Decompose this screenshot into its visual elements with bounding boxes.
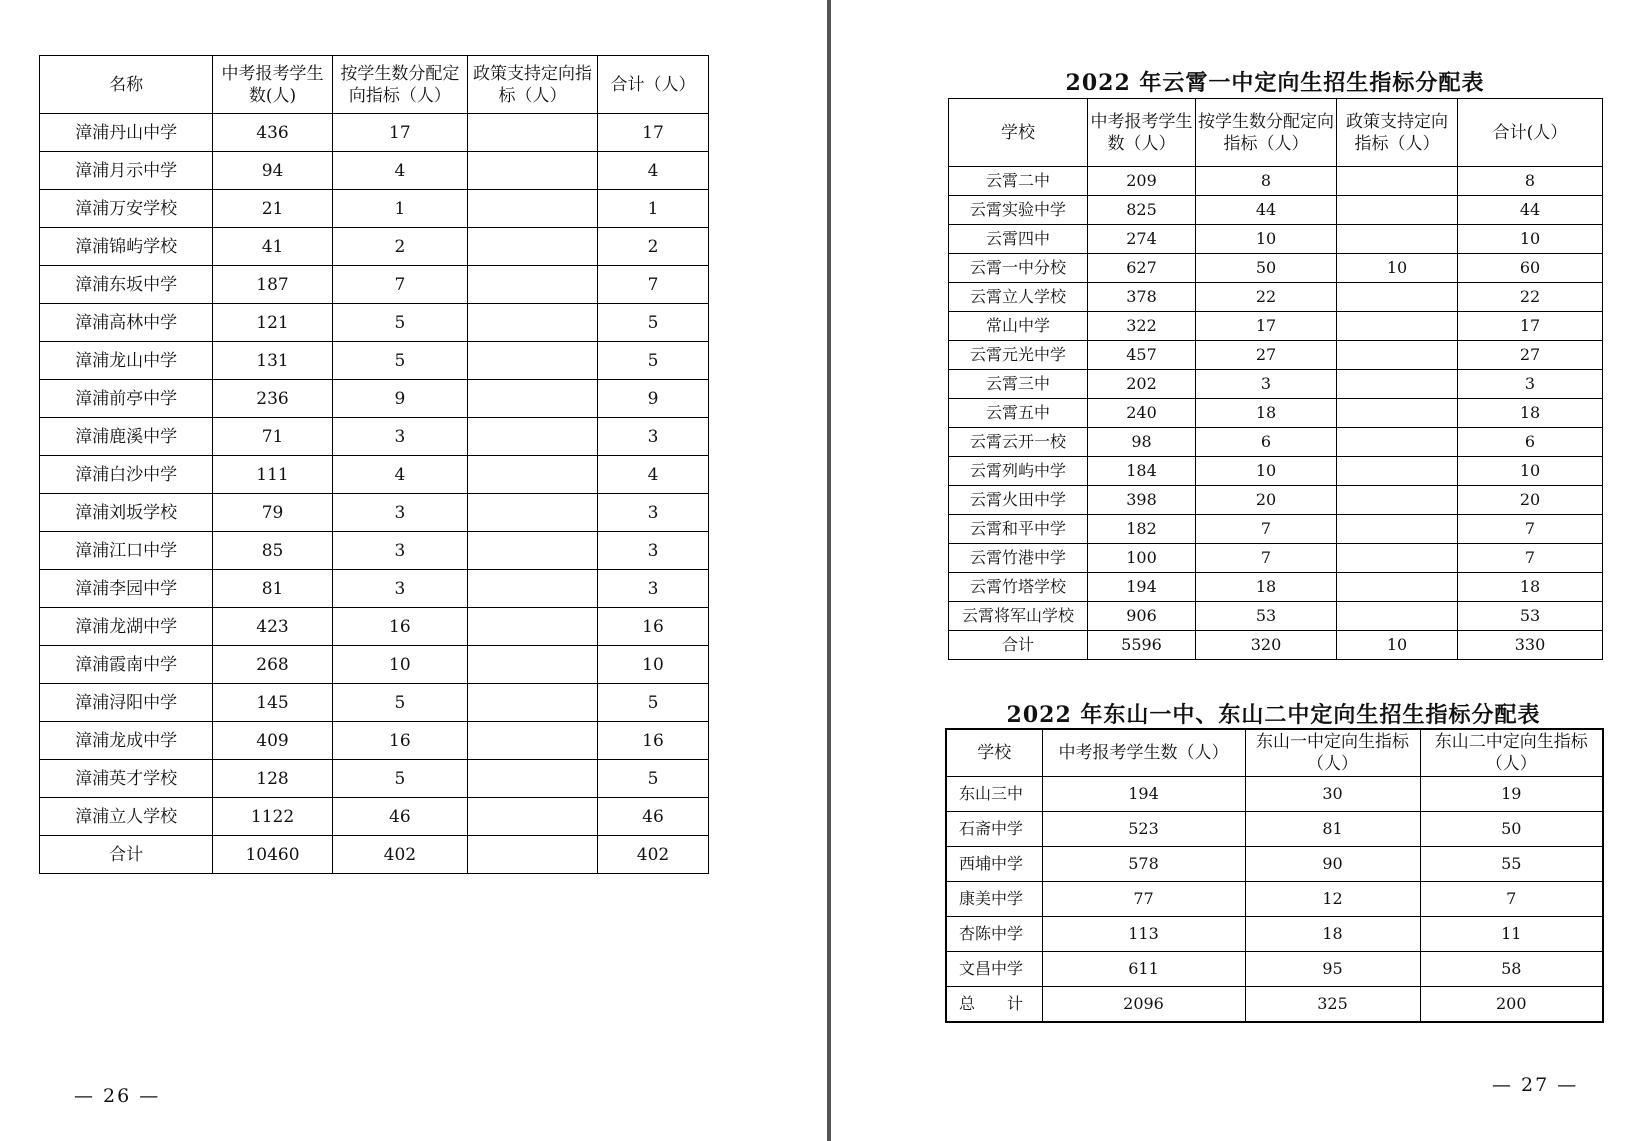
- value-cell: 611: [1042, 952, 1245, 987]
- school-name-cell: 漳浦立人学校: [40, 798, 213, 836]
- value-cell: 409: [213, 722, 332, 760]
- value-cell: [468, 266, 598, 304]
- value-cell: 18: [1196, 573, 1337, 602]
- table-row: [949, 544, 1603, 573]
- value-cell: [468, 152, 598, 190]
- header-cell: 东山一中定向生指标（人）: [1245, 729, 1420, 777]
- value-cell: 3: [597, 532, 708, 570]
- value-cell: 17: [597, 114, 708, 152]
- dongshan-table-title: 2022 年东山一中、东山二中定向生招生指标分配表: [1006, 702, 1541, 728]
- school-name-cell: 合计: [40, 836, 213, 874]
- value-cell: 121: [213, 304, 332, 342]
- header-cell: 中考报考学生数(人): [213, 56, 332, 114]
- table-row: [949, 573, 1603, 602]
- value-cell: 7: [1458, 515, 1603, 544]
- table-row: [949, 312, 1603, 341]
- value-cell: [1337, 486, 1458, 515]
- value-cell: 16: [332, 722, 467, 760]
- value-cell: 7: [1458, 544, 1603, 573]
- value-cell: 7: [1196, 515, 1337, 544]
- value-cell: [468, 190, 598, 228]
- table-row: [40, 114, 709, 152]
- school-name-cell: 东山三中: [946, 777, 1042, 812]
- value-cell: 320: [1196, 631, 1337, 660]
- school-name-cell: 云霄火田中学: [949, 486, 1088, 515]
- value-cell: 7: [1196, 544, 1337, 573]
- value-cell: 19: [1420, 777, 1603, 812]
- table-body: [946, 777, 1603, 1023]
- table-header-row: [40, 56, 709, 114]
- school-name-cell: 杏陈中学: [946, 917, 1042, 952]
- value-cell: [1337, 602, 1458, 631]
- value-cell: 44: [1196, 196, 1337, 225]
- value-cell: [468, 228, 598, 266]
- value-cell: 3: [1196, 370, 1337, 399]
- value-cell: 182: [1088, 515, 1196, 544]
- school-name-cell: 云霄元光中学: [949, 341, 1088, 370]
- table-row: [949, 283, 1603, 312]
- value-cell: 3: [332, 570, 467, 608]
- value-cell: 5: [332, 342, 467, 380]
- value-cell: [468, 456, 598, 494]
- value-cell: [468, 304, 598, 342]
- school-name-cell: 云霄将军山学校: [949, 602, 1088, 631]
- table-row: [40, 418, 709, 456]
- value-cell: 1: [332, 190, 467, 228]
- value-cell: 11: [1420, 917, 1603, 952]
- value-cell: 85: [213, 532, 332, 570]
- table-row: [949, 196, 1603, 225]
- value-cell: [468, 114, 598, 152]
- value-cell: 268: [213, 646, 332, 684]
- school-name-cell: 云霄一中分校: [949, 254, 1088, 283]
- value-cell: 10460: [213, 836, 332, 874]
- school-name-cell: 漳浦丹山中学: [40, 114, 213, 152]
- value-cell: 209: [1088, 167, 1196, 196]
- value-cell: 3: [332, 532, 467, 570]
- value-cell: 906: [1088, 602, 1196, 631]
- header-cell: 学校: [949, 99, 1088, 167]
- school-name-cell: 总 计: [946, 987, 1042, 1023]
- value-cell: 402: [332, 836, 467, 874]
- school-name-cell: 漳浦龙湖中学: [40, 608, 213, 646]
- table-row: [946, 952, 1603, 987]
- value-cell: 5: [597, 304, 708, 342]
- value-cell: 627: [1088, 254, 1196, 283]
- page-number: — 26 —: [74, 1085, 161, 1107]
- school-name-cell: 康美中学: [946, 882, 1042, 917]
- table-row: [946, 812, 1603, 847]
- school-name-cell: 漳浦龙山中学: [40, 342, 213, 380]
- header-cell: 政策支持定向指标（人）: [468, 56, 598, 114]
- value-cell: 825: [1088, 196, 1196, 225]
- book-spine-divider: [827, 0, 831, 1141]
- value-cell: 145: [213, 684, 332, 722]
- table-row: [40, 570, 709, 608]
- table-row: [40, 380, 709, 418]
- table-row: [949, 631, 1603, 660]
- table-row: [949, 428, 1603, 457]
- value-cell: 423: [213, 608, 332, 646]
- table-header-row: [946, 729, 1603, 777]
- value-cell: 4: [597, 152, 708, 190]
- value-cell: 18: [1196, 399, 1337, 428]
- value-cell: 7: [1420, 882, 1603, 917]
- school-name-cell: 云霄列屿中学: [949, 457, 1088, 486]
- school-name-cell: 漳浦李园中学: [40, 570, 213, 608]
- value-cell: 79: [213, 494, 332, 532]
- school-name-cell: 漳浦霞南中学: [40, 646, 213, 684]
- table-row: [949, 225, 1603, 254]
- header-cell: 按学生数分配定向指标（人）: [1196, 99, 1337, 167]
- header-cell: 合计（人）: [597, 56, 708, 114]
- value-cell: [468, 646, 598, 684]
- header-cell: 政策支持定向指标（人）: [1337, 99, 1458, 167]
- school-name-cell: 云霄竹港中学: [949, 544, 1088, 573]
- value-cell: [468, 760, 598, 798]
- value-cell: 20: [1196, 486, 1337, 515]
- value-cell: 18: [1458, 399, 1603, 428]
- value-cell: 10: [1337, 254, 1458, 283]
- school-name-cell: 云霄实验中学: [949, 196, 1088, 225]
- value-cell: 5: [597, 760, 708, 798]
- value-cell: [468, 608, 598, 646]
- value-cell: 27: [1458, 341, 1603, 370]
- value-cell: 90: [1245, 847, 1420, 882]
- value-cell: 2: [597, 228, 708, 266]
- value-cell: 5596: [1088, 631, 1196, 660]
- school-name-cell: 云霄三中: [949, 370, 1088, 399]
- value-cell: 7: [332, 266, 467, 304]
- value-cell: 322: [1088, 312, 1196, 341]
- value-cell: [468, 684, 598, 722]
- value-cell: 21: [213, 190, 332, 228]
- table-row: [949, 515, 1603, 544]
- value-cell: 98: [1088, 428, 1196, 457]
- value-cell: 10: [1196, 457, 1337, 486]
- school-name-cell: 云霄四中: [949, 225, 1088, 254]
- value-cell: 274: [1088, 225, 1196, 254]
- value-cell: 8: [1196, 167, 1337, 196]
- value-cell: 5: [597, 684, 708, 722]
- value-cell: 378: [1088, 283, 1196, 312]
- school-name-cell: 云霄和平中学: [949, 515, 1088, 544]
- table-row: [949, 486, 1603, 515]
- value-cell: [1337, 312, 1458, 341]
- table-row: [40, 646, 709, 684]
- header-cell: 合计(人）: [1458, 99, 1603, 167]
- value-cell: [468, 342, 598, 380]
- school-name-cell: 漳浦前亭中学: [40, 380, 213, 418]
- table-row: [949, 457, 1603, 486]
- value-cell: 578: [1042, 847, 1245, 882]
- table-row: [946, 777, 1603, 812]
- value-cell: 18: [1458, 573, 1603, 602]
- school-name-cell: 漳浦龙成中学: [40, 722, 213, 760]
- value-cell: 111: [213, 456, 332, 494]
- value-cell: 128: [213, 760, 332, 798]
- value-cell: 44: [1458, 196, 1603, 225]
- header-cell: 东山二中定向生指标（人）: [1420, 729, 1603, 777]
- value-cell: 10: [1196, 225, 1337, 254]
- value-cell: 3: [332, 494, 467, 532]
- yunxiao-table-title: 2022 年云霄一中定向生招生指标分配表: [1065, 70, 1485, 96]
- value-cell: 50: [1196, 254, 1337, 283]
- value-cell: [1337, 399, 1458, 428]
- value-cell: 3: [332, 418, 467, 456]
- value-cell: [1337, 573, 1458, 602]
- value-cell: 236: [213, 380, 332, 418]
- dongshan-quota-table: [945, 728, 1604, 1023]
- value-cell: 402: [597, 836, 708, 874]
- table-row: [946, 917, 1603, 952]
- school-name-cell: 漳浦浔阳中学: [40, 684, 213, 722]
- value-cell: 5: [332, 304, 467, 342]
- zhangpu-quota-table: [39, 55, 709, 874]
- value-cell: 5: [332, 684, 467, 722]
- value-cell: 16: [597, 608, 708, 646]
- table-row: [40, 836, 709, 874]
- value-cell: [1337, 515, 1458, 544]
- value-cell: 9: [332, 380, 467, 418]
- value-cell: 523: [1042, 812, 1245, 847]
- school-name-cell: 云霄五中: [949, 399, 1088, 428]
- value-cell: 194: [1042, 777, 1245, 812]
- value-cell: 18: [1245, 917, 1420, 952]
- value-cell: [1337, 544, 1458, 573]
- value-cell: 1122: [213, 798, 332, 836]
- value-cell: 71: [213, 418, 332, 456]
- value-cell: 27: [1196, 341, 1337, 370]
- value-cell: 398: [1088, 486, 1196, 515]
- value-cell: 10: [1458, 225, 1603, 254]
- school-name-cell: 漳浦东坂中学: [40, 266, 213, 304]
- school-name-cell: 云霄云开一校: [949, 428, 1088, 457]
- table-row: [946, 847, 1603, 882]
- header-cell: 中考报考学生数（人）: [1042, 729, 1245, 777]
- school-name-cell: 文昌中学: [946, 952, 1042, 987]
- table-row: [949, 254, 1603, 283]
- value-cell: 2096: [1042, 987, 1245, 1023]
- school-name-cell: 西埔中学: [946, 847, 1042, 882]
- value-cell: 113: [1042, 917, 1245, 952]
- value-cell: 3: [597, 570, 708, 608]
- table-row: [40, 760, 709, 798]
- table-row: [40, 190, 709, 228]
- school-name-cell: 漳浦英才学校: [40, 760, 213, 798]
- table-row: [40, 608, 709, 646]
- value-cell: [468, 836, 598, 874]
- school-name-cell: 漳浦刘坂学校: [40, 494, 213, 532]
- value-cell: 4: [597, 456, 708, 494]
- value-cell: 46: [332, 798, 467, 836]
- table-row: [40, 494, 709, 532]
- value-cell: 55: [1420, 847, 1603, 882]
- table-row: [40, 722, 709, 760]
- value-cell: 20: [1458, 486, 1603, 515]
- table-row: [40, 342, 709, 380]
- table-body: [949, 167, 1603, 660]
- table-row: [40, 798, 709, 836]
- school-name-cell: 漳浦月示中学: [40, 152, 213, 190]
- school-name-cell: 合计: [949, 631, 1088, 660]
- value-cell: 4: [332, 152, 467, 190]
- value-cell: 7: [597, 266, 708, 304]
- header-cell: 按学生数分配定向指标（人）: [332, 56, 467, 114]
- value-cell: 53: [1458, 602, 1603, 631]
- value-cell: 22: [1196, 283, 1337, 312]
- value-cell: 58: [1420, 952, 1603, 987]
- value-cell: [1337, 341, 1458, 370]
- value-cell: 60: [1458, 254, 1603, 283]
- value-cell: [468, 380, 598, 418]
- value-cell: 3: [1458, 370, 1603, 399]
- school-name-cell: 漳浦江口中学: [40, 532, 213, 570]
- value-cell: [468, 494, 598, 532]
- value-cell: 17: [1196, 312, 1337, 341]
- yunxiao-quota-table: [948, 98, 1603, 660]
- value-cell: 50: [1420, 812, 1603, 847]
- value-cell: 184: [1088, 457, 1196, 486]
- value-cell: 81: [1245, 812, 1420, 847]
- value-cell: 325: [1245, 987, 1420, 1023]
- value-cell: 53: [1196, 602, 1337, 631]
- school-name-cell: 漳浦高林中学: [40, 304, 213, 342]
- value-cell: [1337, 428, 1458, 457]
- page-number: — 27 —: [1492, 1074, 1579, 1096]
- school-name-cell: 漳浦万安学校: [40, 190, 213, 228]
- table-row: [946, 882, 1603, 917]
- value-cell: [1337, 196, 1458, 225]
- value-cell: 10: [332, 646, 467, 684]
- value-cell: 457: [1088, 341, 1196, 370]
- value-cell: 16: [332, 608, 467, 646]
- value-cell: [1337, 283, 1458, 312]
- value-cell: [1337, 167, 1458, 196]
- value-cell: [468, 798, 598, 836]
- value-cell: 8: [1458, 167, 1603, 196]
- value-cell: [1337, 225, 1458, 254]
- value-cell: 240: [1088, 399, 1196, 428]
- value-cell: 2: [332, 228, 467, 266]
- value-cell: 30: [1245, 777, 1420, 812]
- value-cell: 10: [1337, 631, 1458, 660]
- value-cell: [468, 722, 598, 760]
- table-row: [40, 684, 709, 722]
- school-name-cell: 云霄二中: [949, 167, 1088, 196]
- value-cell: 46: [597, 798, 708, 836]
- value-cell: 187: [213, 266, 332, 304]
- value-cell: 100: [1088, 544, 1196, 573]
- value-cell: 17: [332, 114, 467, 152]
- school-name-cell: 漳浦白沙中学: [40, 456, 213, 494]
- value-cell: [468, 532, 598, 570]
- value-cell: 5: [597, 342, 708, 380]
- value-cell: 95: [1245, 952, 1420, 987]
- value-cell: [1337, 370, 1458, 399]
- value-cell: 5: [332, 760, 467, 798]
- value-cell: 3: [597, 494, 708, 532]
- value-cell: 330: [1458, 631, 1603, 660]
- value-cell: 9: [597, 380, 708, 418]
- value-cell: 6: [1196, 428, 1337, 457]
- value-cell: 12: [1245, 882, 1420, 917]
- header-cell: 名称: [40, 56, 213, 114]
- value-cell: 436: [213, 114, 332, 152]
- school-name-cell: 云霄立人学校: [949, 283, 1088, 312]
- value-cell: 3: [597, 418, 708, 456]
- value-cell: [468, 418, 598, 456]
- table-row: [40, 266, 709, 304]
- school-name-cell: 漳浦锦屿学校: [40, 228, 213, 266]
- table-row: [946, 987, 1603, 1023]
- school-name-cell: 常山中学: [949, 312, 1088, 341]
- value-cell: 200: [1420, 987, 1603, 1023]
- header-cell: 中考报考学生数（人）: [1088, 99, 1196, 167]
- table-row: [40, 152, 709, 190]
- value-cell: 6: [1458, 428, 1603, 457]
- value-cell: 94: [213, 152, 332, 190]
- table-row: [40, 456, 709, 494]
- school-name-cell: 漳浦鹿溪中学: [40, 418, 213, 456]
- value-cell: 22: [1458, 283, 1603, 312]
- value-cell: 1: [597, 190, 708, 228]
- table-row: [949, 167, 1603, 196]
- table-row: [949, 602, 1603, 631]
- table-row: [40, 532, 709, 570]
- table-row: [949, 370, 1603, 399]
- value-cell: 41: [213, 228, 332, 266]
- table-body: [40, 114, 709, 874]
- school-name-cell: 云霄竹塔学校: [949, 573, 1088, 602]
- table-header-row: [949, 99, 1603, 167]
- table-row: [40, 228, 709, 266]
- value-cell: 81: [213, 570, 332, 608]
- value-cell: 77: [1042, 882, 1245, 917]
- table-row: [949, 341, 1603, 370]
- value-cell: 16: [597, 722, 708, 760]
- value-cell: 202: [1088, 370, 1196, 399]
- table-row: [949, 399, 1603, 428]
- value-cell: 10: [1458, 457, 1603, 486]
- value-cell: 194: [1088, 573, 1196, 602]
- value-cell: 4: [332, 456, 467, 494]
- school-name-cell: 石斋中学: [946, 812, 1042, 847]
- value-cell: [1337, 457, 1458, 486]
- value-cell: 17: [1458, 312, 1603, 341]
- table-row: [40, 304, 709, 342]
- value-cell: 131: [213, 342, 332, 380]
- value-cell: [468, 570, 598, 608]
- header-cell: 学校: [946, 729, 1042, 777]
- value-cell: 10: [597, 646, 708, 684]
